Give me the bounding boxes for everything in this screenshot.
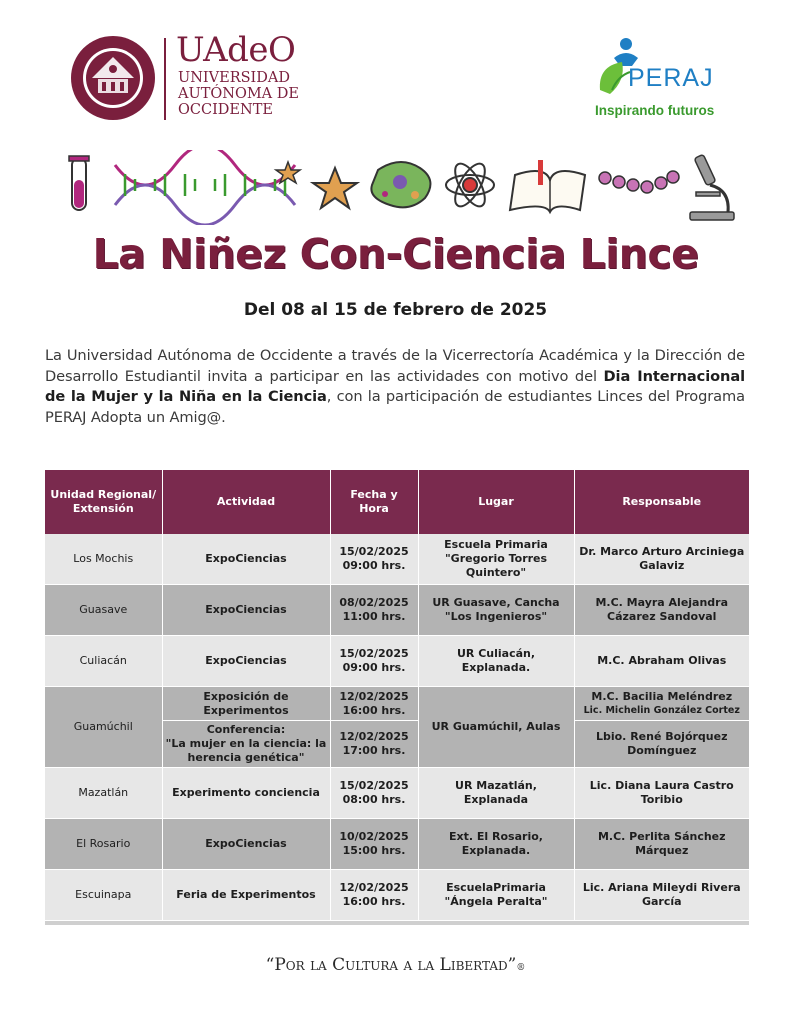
cell-lugar: UR Guamúchil, Aulas — [418, 687, 574, 768]
cell-fecha — [330, 636, 418, 687]
table-row — [45, 870, 749, 921]
fecha-date: 10/02/2025 — [339, 830, 409, 843]
cell-fecha — [330, 819, 418, 870]
cell-actividad: ExpoCiencias — [162, 819, 330, 870]
dna-icon — [115, 150, 295, 225]
header-lugar: Lugar — [418, 470, 574, 534]
cell-lugar: Escuela Primaria "Gregorio Torres Quintero" — [418, 534, 574, 585]
cell-unidad: Mazatlán — [45, 768, 162, 819]
cell-fecha — [330, 721, 418, 768]
cell-fecha — [330, 585, 418, 636]
cell-unidad: El Rosario — [45, 819, 162, 870]
cell-unidad: Escuinapa — [45, 870, 162, 921]
cell-responsable: M.C. Abraham Olivas — [574, 636, 749, 687]
cell-actividad: ExpoCiencias — [162, 636, 330, 687]
fecha-time: 11:00 hrs. — [342, 610, 406, 623]
cell-actividad: Feria de Experimentos — [162, 870, 330, 921]
cell-unidad: Guamúchil — [45, 687, 162, 768]
molecule-chain-icon — [599, 171, 679, 193]
cell-actividad: ExpoCiencias — [162, 534, 330, 585]
cell-unidad: Guasave — [45, 585, 162, 636]
uadeo-line-2: AUTÓNOMA DE — [178, 86, 299, 102]
table-header-row — [45, 470, 749, 534]
intro-text-1: La Universidad Autónoma de Occidente a través de la Vicerrectoría Académica y la Dirección de Desarrollo Estudiantil invita a participar en las actividades con motivo del — [45, 347, 745, 385]
star-icon — [313, 168, 357, 208]
fecha-time: 09:00 hrs. — [342, 661, 406, 674]
cell-responsable — [574, 687, 749, 721]
cell-icon — [371, 162, 430, 207]
cell-actividad: ExpoCiencias — [162, 585, 330, 636]
science-icons-strip — [60, 150, 740, 225]
peraj-tagline: Inspirando futuros — [595, 103, 715, 118]
cell-fecha — [330, 870, 418, 921]
fecha-time: 09:00 hrs. — [342, 559, 406, 572]
fecha-date: 15/02/2025 — [339, 779, 409, 792]
fecha-time: 08:00 hrs. — [342, 793, 406, 806]
uadeo-line-3: OCCIDENTE — [178, 102, 273, 118]
cell-lugar: UR Culiacán, Explanada. — [418, 636, 574, 687]
cell-actividad — [162, 721, 330, 768]
motto-text: “Por la Cultura a la Libertad” — [265, 955, 517, 975]
fecha-time: 16:00 hrs. — [342, 703, 406, 717]
header-fecha: Fecha y Hora — [330, 470, 418, 534]
fecha-date: 12/02/2025 — [339, 730, 409, 743]
intro-text-2: , con la participación de estudiantes Linces del Programa PERAJ Adopta un Amig@. — [45, 388, 745, 426]
cell-responsable: Lic. Ariana Mileydi Rivera García — [574, 870, 749, 921]
fecha-date: 15/02/2025 — [339, 647, 409, 660]
cell-responsable: Lbio. René Bojórquez Domínguez — [574, 721, 749, 768]
cell-fecha — [330, 768, 418, 819]
table-row — [45, 687, 749, 721]
uadeo-line-1: UNIVERSIDAD — [178, 70, 290, 86]
fecha-date: 12/02/2025 — [339, 881, 409, 894]
responsable-name: M.C. Bacilia Meléndrez — [591, 689, 733, 703]
cell-responsable: Lic. Diana Laura Castro Toribio — [574, 768, 749, 819]
atom-icon — [446, 159, 494, 211]
cell-unidad: Los Mochis — [45, 534, 162, 585]
page-title: La Niñez Con-Ciencia Lince — [92, 230, 699, 278]
table-row — [45, 636, 749, 687]
header-actividad: Actividad — [162, 470, 330, 534]
cell-lugar: Ext. El Rosario, Explanada. — [418, 819, 574, 870]
university-seal-icon — [70, 35, 156, 121]
table-row — [45, 768, 749, 819]
registered-mark: ® — [516, 963, 526, 973]
cell-responsable: M.C. Perlita Sánchez Márquez — [574, 819, 749, 870]
table-row — [45, 585, 749, 636]
uadeo-name: UAdeO — [176, 30, 296, 70]
events-table — [45, 470, 749, 921]
fecha-date: 12/02/2025 — [339, 689, 409, 703]
cell-actividad: Experimento conciencia — [162, 768, 330, 819]
cell-responsable: Dr. Marco Arturo Arciniega Galaviz — [574, 534, 749, 585]
responsable-name: Lic. Michelin González Cortez — [583, 704, 740, 716]
fecha-time: 16:00 hrs. — [342, 895, 406, 908]
book-icon — [510, 160, 585, 212]
cell-lugar: UR Mazatlán, Explanada — [418, 768, 574, 819]
cell-unidad: Culiacán — [45, 636, 162, 687]
header-responsable: Responsable — [574, 470, 749, 534]
table-row — [45, 819, 749, 870]
actividad-line: "La mujer en la ciencia: la herencia genética" — [165, 737, 327, 764]
actividad-line: Conferencia: — [206, 723, 286, 736]
cell-fecha — [330, 687, 418, 721]
logo-divider — [164, 38, 166, 120]
cell-fecha — [330, 534, 418, 585]
microscope-icon — [690, 154, 734, 220]
cell-lugar: UR Guasave, Cancha "Los Ingenieros" — [418, 585, 574, 636]
test-tube-icon — [69, 156, 89, 210]
intro-paragraph — [45, 346, 745, 428]
table-bottom-shadow — [45, 921, 749, 925]
footer-motto — [0, 955, 791, 975]
fecha-date: 08/02/2025 — [339, 596, 409, 609]
cell-actividad: Exposición de Experimentos — [162, 687, 330, 721]
fecha-time: 17:00 hrs. — [342, 744, 406, 757]
date-range: Del 08 al 15 de febrero de 2025 — [243, 300, 548, 320]
peraj-name: PERAJ — [628, 64, 714, 92]
table-row — [45, 534, 749, 585]
intro-highlight: Dia Internacional de la Mujer y la Niña en la Ciencia — [45, 367, 745, 405]
header-unidad: Unidad Regional/ Extensión — [45, 470, 162, 534]
fecha-date: 15/02/2025 — [339, 545, 409, 558]
fecha-time: 15:00 hrs. — [342, 844, 406, 857]
cell-responsable: M.C. Mayra Alejandra Cázarez Sandoval — [574, 585, 749, 636]
cell-lugar: EscuelaPrimaria "Ángela Peralta" — [418, 870, 574, 921]
